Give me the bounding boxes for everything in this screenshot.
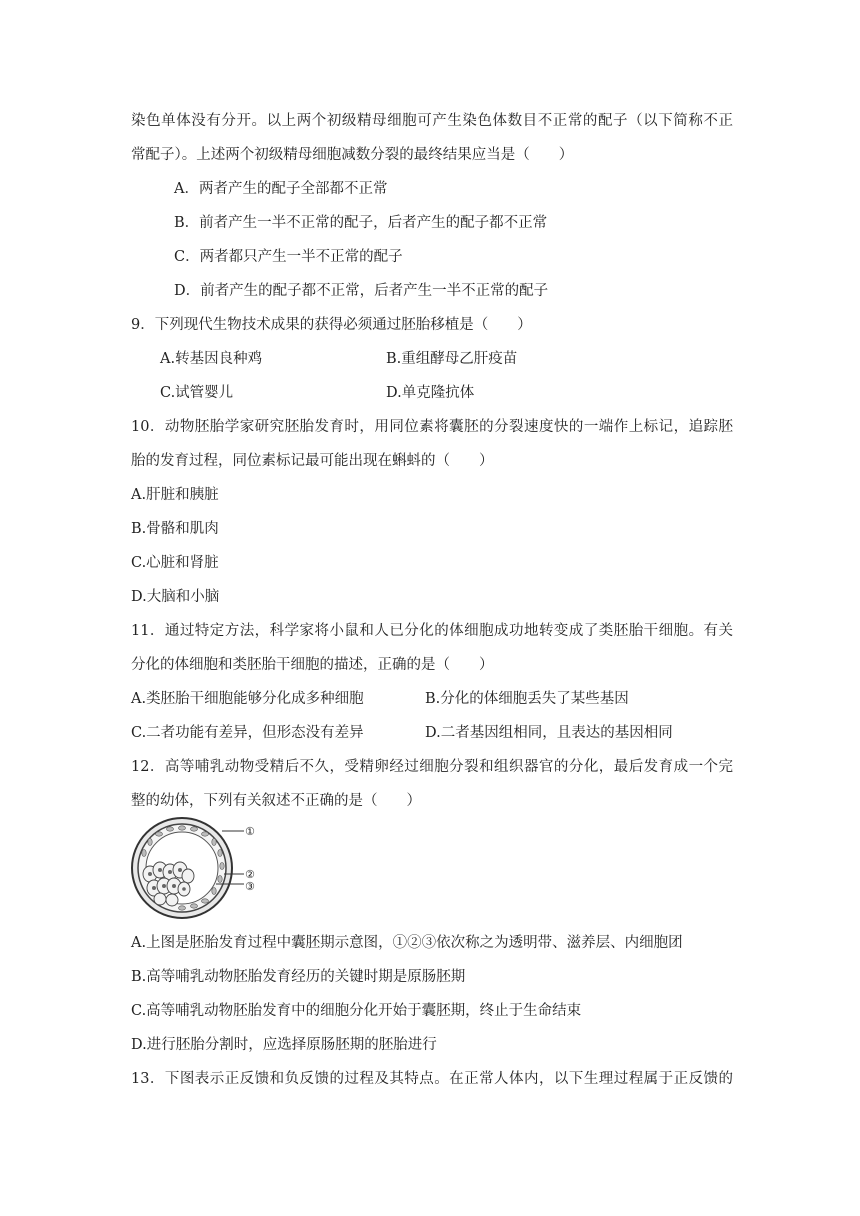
blastocyst-figure: [128, 816, 268, 920]
question-11-line-2: 分化的体细胞和类胚胎干细胞的描述，正确的是（ ）: [131, 657, 494, 673]
question-8-line-2: 常配子）。上述两个初级精母细胞减数分裂的最终结果应当是（ ）: [131, 147, 574, 163]
question-8-option-d: D．前者产生的配子都不正常，后者产生一半不正常的配子: [174, 283, 549, 299]
question-9-stem: 9．下列现代生物技术成果的获得必须通过胚胎移植是（ ）: [131, 317, 532, 333]
question-10-line-1: 10．动物胚胎学家研究胚胎发育时，用同位素将囊胚的分裂速度快的一端作上标记，追踪胚: [131, 419, 733, 435]
label-1: ①: [245, 825, 255, 838]
question-9-option-c: C.试管婴儿: [160, 385, 234, 401]
question-8-option-b: B．前者产生一半不正常的配子，后者产生的配子都不正常: [174, 215, 548, 231]
question-9-option-d: D.单克隆抗体: [386, 385, 475, 401]
question-12-option-d: D.进行胚胎分割时，应选择原肠胚期的胚胎进行: [131, 1037, 437, 1053]
question-11-option-c: C.二者功能有差异，但形态没有差异: [131, 725, 364, 741]
question-9-option-b: B.重组酵母乙肝疫苗: [386, 351, 518, 367]
question-12-option-b: B.高等哺乳动物胚胎发育经历的关键时期是原肠胚期: [131, 969, 466, 985]
label-3: ③: [245, 880, 255, 893]
question-12-option-c: C.高等哺乳动物胚胎发育中的细胞分化开始于囊胚期，终止于生命结束: [131, 1003, 582, 1019]
question-10-option-d: D.大脑和小脑: [131, 589, 220, 605]
question-11-option-b: B.分化的体细胞丢失了某些基因: [425, 691, 629, 707]
blastocyst-diagram: [128, 816, 268, 920]
question-10-line-2: 胎的发育过程，同位素标记最可能出现在蝌蚪的（ ）: [131, 453, 494, 469]
question-13-line-1: 13．下图表示正反馈和负反馈的过程及其特点。在正常人体内，以下生理过程属于正反馈的: [131, 1071, 733, 1087]
question-12-line-1: 12．高等哺乳动物受精后不久，受精卵经过细胞分裂和组织器官的分化，最后发育成一个完: [131, 759, 733, 775]
question-8-option-c: C．两者都只产生一半不正常的配子: [174, 249, 403, 265]
question-11-line-1: 11．通过特定方法，科学家将小鼠和人已分化的体细胞成功地转变成了类胚胎干细胞。有关: [131, 623, 733, 639]
question-10-option-a: A.肝脏和胰脏: [131, 487, 219, 503]
question-10-option-b: B.骨骼和肌肉: [131, 521, 219, 537]
question-8-option-a: A．两者产生的配子全部都不正常: [174, 181, 388, 197]
question-8-line-1: 染色单体没有分开。以上两个初级精母细胞可产生染色体数目不正常的配子（以下简称不正: [131, 113, 733, 129]
question-12-option-a: A.上图是胚胎发育过程中囊胚期示意图，①②③依次称之为透明带、滋养层、内细胞团: [131, 935, 683, 951]
question-12-line-2: 整的幼体，下列有关叙述不正确的是（ ）: [131, 793, 421, 809]
question-10-option-c: C.心脏和肾脏: [131, 555, 219, 571]
question-11-option-a: A.类胚胎干细胞能够分化成多种细胞: [131, 691, 364, 707]
question-9-option-a: A.转基因良种鸡: [160, 351, 263, 367]
label-2: ②: [245, 868, 255, 881]
question-11-option-d: D.二者基因组相同，且表达的基因相同: [425, 725, 673, 741]
